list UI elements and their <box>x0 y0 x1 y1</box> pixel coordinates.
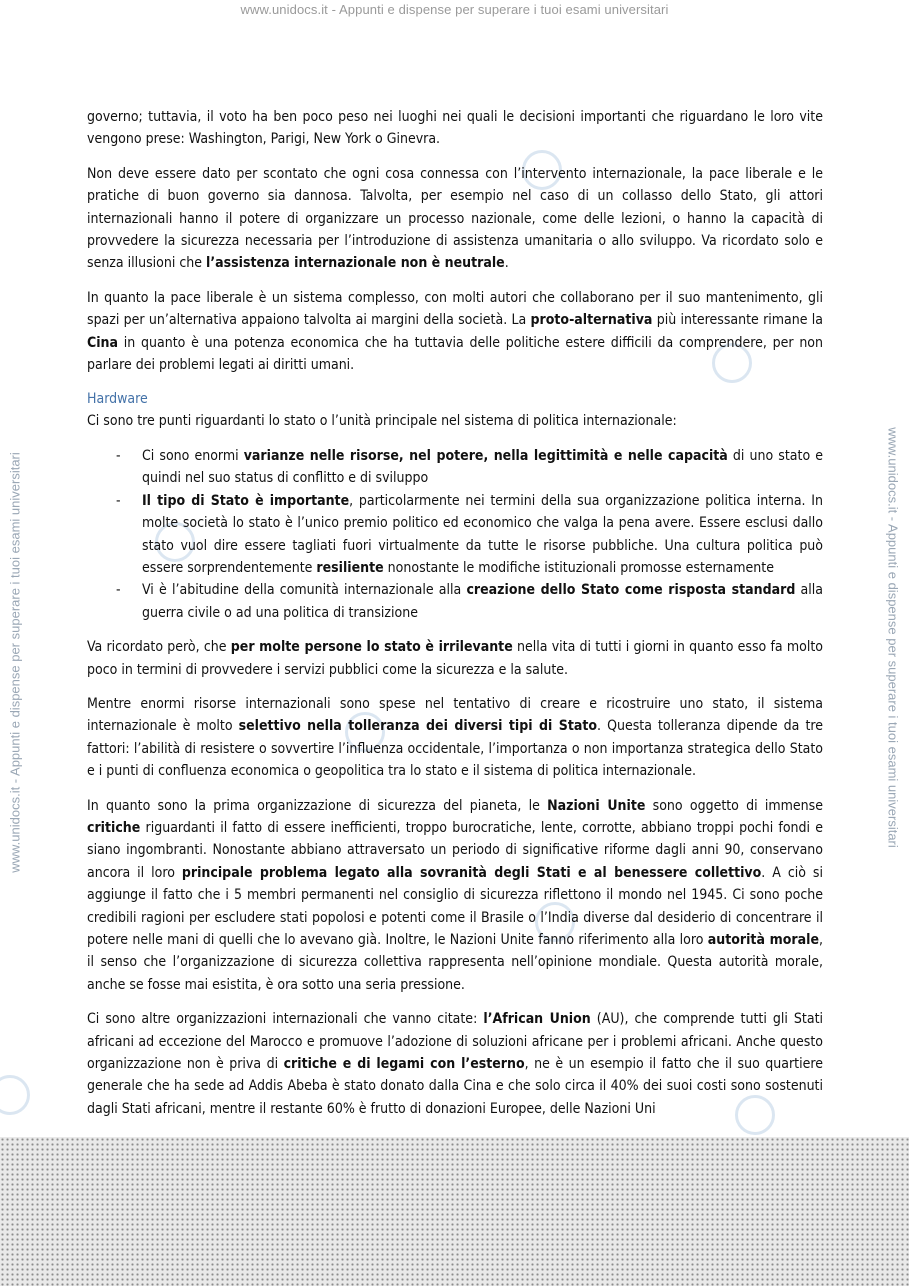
watermark-logo-icon <box>0 1075 30 1115</box>
paragraph: Non deve essere dato per scontato che ogni cosa connessa con l’intervento internazionale, la pace liberale e le pratiche di buon governo sia dannosa. Talvolta, per esempio nel caso di un collasso dello Stato, gli attori internazionali hanno il potere di organizzare un processo nazionale, come delle lezioni, o hanno la capacità di provvedere la sicurezza necessaria per l’introduzione di assistenza umanitaria o allo sviluppo. Va ricordato solo e senza illusioni che l’assistenza internazionale non è neutrale. <box>87 165 823 272</box>
paragraph: Mentre enormi risorse internazionali sono spese nel tentativo di creare e ricostruire uno stato, il sistema internazionale è molto selettivo nella tolleranza dei diversi tipi di Stato. Questa tolleranza dipende da tre fattori: l’abilità di resistere o sovvertire l’influenza occidentale, l’importanza o non importanza strategica dello Stato e i punti di confluenza economica o geopolitica tra lo stato e il sistema di politica internazionale. <box>87 695 824 780</box>
header-watermark: www.unidocs.it - Appunti e dispense per superare i tuoi esami universitari <box>240 2 669 17</box>
paragraph: governo; tuttavia, il voto ha ben poco peso nei luoghi nei quali le decisioni importanti che riguardano le loro vite vengono prese: Washington, Parigi, New York o Ginevra. <box>87 109 823 148</box>
section-heading: Hardware <box>87 391 148 408</box>
side-watermark-right: www.unidocs.it - Appunti e dispense per superare i tuoi esami universitari <box>885 427 901 848</box>
obscured-region <box>0 1137 909 1286</box>
paragraph: Ci sono tre punti riguardanti lo stato o l’unità principale nel sistema di politica internazionale: <box>87 413 677 430</box>
list-item: - Vi è l’abitudine della comunità internazionale alla creazione dello Stato come risposta standard alla guerra civile o ad una politica di transizione <box>87 579 823 624</box>
list-item: - Il tipo di Stato è importante, particolarmente nei termini della sua organizzazione politica interna. In molte società lo stato è l’unico premio politico ed economico che valga la pena avere. Essere esclusi dallo stato vuol dire essere tagliati fuori virtualmente da tutte le risorse pubbliche. Una cultura politica può essere sorprendentemente resiliente nonostante le modifiche istituzionali promosse esternamente <box>87 490 823 580</box>
side-watermark-left: www.unidocs.it - Appunti e dispense per superare i tuoi esami universitari <box>7 452 23 873</box>
paragraph: Va ricordato però, che per molte persone lo stato è irrilevante nella vita di tutti i giorni in quanto esso fa molto poco in termini di provvedere i servizi pubblici come la sicurezza e la salute. <box>87 639 824 678</box>
bullet-list <box>87 445 823 624</box>
paragraph: In quanto la pace liberale è un sistema complesso, con molti autori che collaborano per il suo mantenimento, gli spazi per un’alternativa appaiono talvolta ai margini della società. La proto-alternativa più interessante rimane la Cina in quanto è una potenza economica che ha tuttavia delle politiche estere difficili da comprendere, per non parlare dei problemi legati ai diritti umani. <box>87 289 823 374</box>
document-body <box>87 106 823 1132</box>
paragraph: Ci sono altre organizzazioni internazionali che vanno citate: l’African Union (AU), che comprende tutti gli Stati africani ad eccezione del Marocco e promuove l’adozione di soluzioni africane per i problemi africani. Anche questo organizzazione non è priva di critiche e di legami con l’esterno, ne è un esempio il fatto che il suo quartiere generale che ha sede ad Addis Abeba è stato donato dalla Cina e che solo circa il 40% dei suoi costi sono sostenuti dagli Stati africani, mentre il restante 60% è frutto di donazioni Europee, delle Nazioni Uni <box>87 1011 824 1117</box>
paragraph: In quanto sono la prima organizzazione di sicurezza del pianeta, le Nazioni Unite sono oggetto di immense critiche riguardanti il fatto di essere inefficienti, troppo burocratiche, lente, corrotte, abbiano troppi pochi fondi e siano ingombranti. Nonostante abbiano attraversato un periodo di significative riforme dagli anni 90, conservano ancora il loro principale problema legato alla sovranità degli Stati e al benessere collettivo. A ciò si aggiunge il fatto che i 5 membri permanenti nel consiglio di sicurezza riflettono il mondo nel 1945. Ci sono poche credibili ragioni per escludere stati popolosi e potenti come il Brasile o l’India diverse dal desiderio di concentrare il potere nelle mani di quelli che lo avevano già. Inoltre, le Nazioni Unite fanno riferimento alla loro autorità morale, il senso che l’organizzazione di sicurezza collettiva rappresenta nell’opinione mondiale. Questa autorità morale, anche se fosse mai esistita, è ora sotto una seria pressione. <box>87 797 823 993</box>
list-item: - Ci sono enormi varianze nelle risorse, nel potere, nella legittimità e nelle capacità di uno stato e quindi nel suo status di conflitto e di sviluppo <box>87 445 823 490</box>
